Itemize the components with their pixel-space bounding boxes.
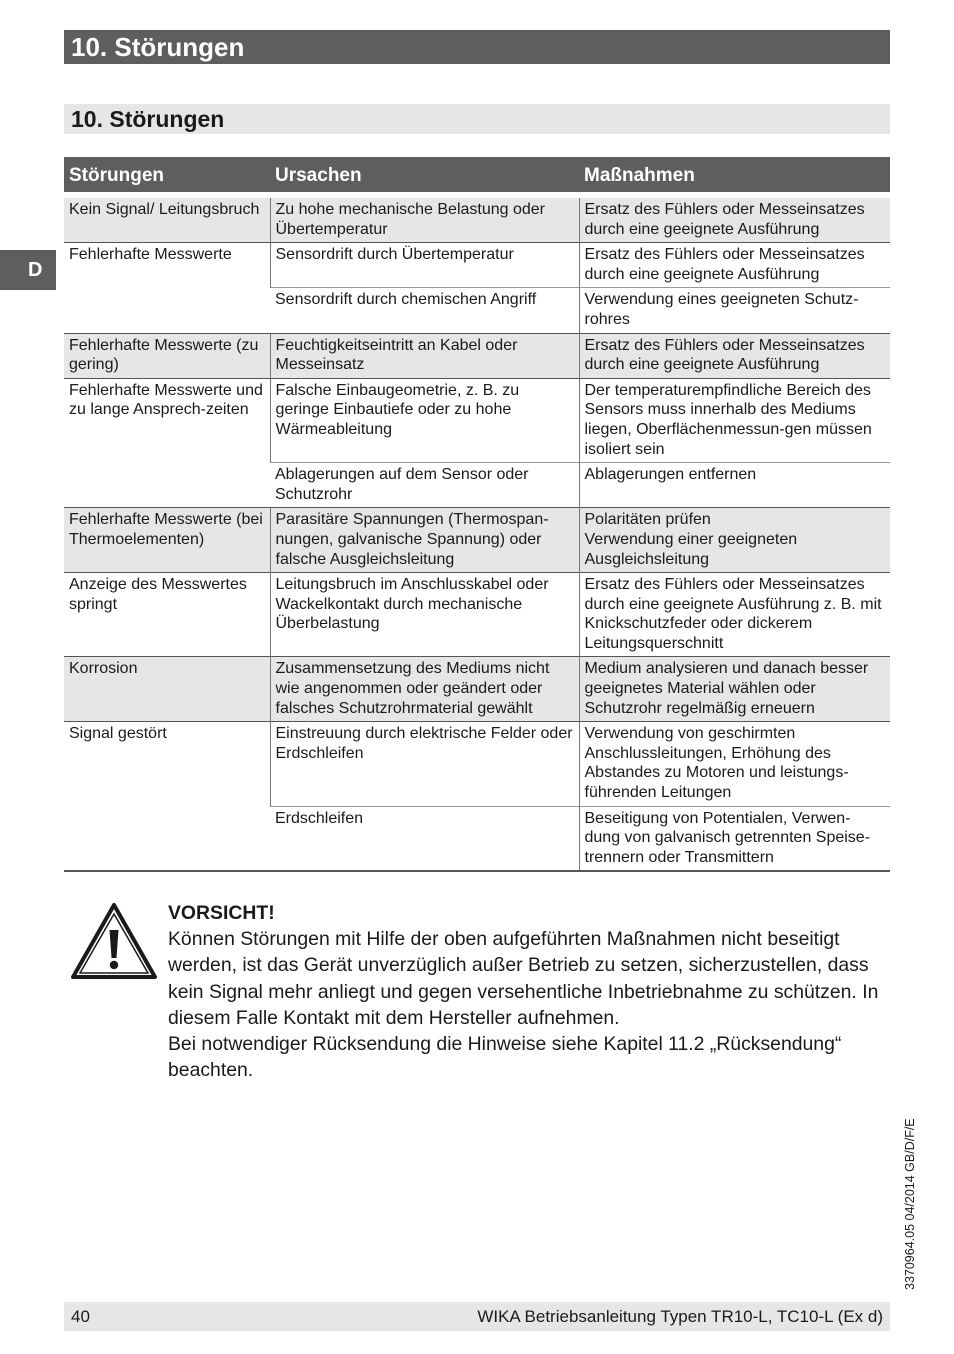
section-title-bar: 10. Störungen	[64, 104, 890, 134]
cause-cell: Leitungsbruch im Anschlusskabel oder Wackelkontakt durch mechanische Überbelastung	[270, 573, 579, 657]
chapter-title-bar: 10. Störungen	[64, 30, 890, 64]
warning-triangle-icon	[70, 902, 158, 980]
table-row	[64, 333, 890, 378]
measure-cell: Beseitigung von Potentialen, Verwen-dung von galvanisch getrennten Speise-trennern oder Transmittern	[579, 806, 890, 871]
table-row	[64, 243, 890, 288]
measure-cell: Der temperaturempfindliche Bereich des Sensors muss innerhalb des Mediums liegen, Oberflächenmessun-gen müssen isoliert sein	[579, 378, 890, 462]
measure-cell: Ersatz des Fühlers oder Messeinsatzes durch eine geeignete Ausführung	[579, 243, 890, 288]
table-row	[64, 722, 890, 806]
table-row	[64, 378, 890, 462]
measure-cell: Ersatz des Fühlers oder Messeinsatzes durch eine geeignete Ausführung z. B. mit Knickschutzfeder oder dickerem Leitungsquerschnitt	[579, 573, 890, 657]
header-causes: Ursachen	[270, 157, 579, 192]
warning-text: Können Störungen mit Hilfe der oben aufgeführten Maßnahmen nicht beseitigt werden, ist das Gerät unverzüglich außer Betrieb zu setzen, sicherzustellen, dass kein Signal mehr anliegt und gegen versehentliche Inbetriebnahme zu schützen. In diesem Falle Kontakt mit dem Hersteller aufnehmen.	[168, 928, 879, 1029]
fault-cell: Signal gestört	[64, 722, 270, 872]
measure-cell: Verwendung eines geeigneten Schutz-rohres	[579, 288, 890, 333]
warning-text-return: Bei notwendiger Rücksendung die Hinweise siehe Kapitel 11.2 „Rücksendung“ beachten.	[168, 1033, 842, 1082]
cause-cell: Ablagerungen auf dem Sensor oder Schutzrohr	[270, 463, 579, 508]
fault-cell: Fehlerhafte Messwerte und zu lange Ansprech-zeiten	[64, 378, 270, 508]
cause-cell: Sensordrift durch Übertemperatur	[270, 243, 579, 288]
cause-cell: Feuchtigkeitseintritt an Kabel oder Messeinsatz	[270, 333, 579, 378]
fault-cell: Korrosion	[64, 657, 270, 722]
table-row	[64, 573, 890, 657]
cause-cell: Erdschleifen	[270, 806, 579, 871]
warning-notice	[168, 900, 888, 1083]
table-row	[64, 657, 890, 722]
measure-cell: Medium analysieren und danach besser geeignetes Material wählen oder Schutzrohr regelmäßig erneuern	[579, 657, 890, 722]
measure-cell: Verwendung von geschirmten Anschlussleitungen, Erhöhung des Abstandes zu Motoren und leistungs-führenden Leitungen	[579, 722, 890, 806]
cause-cell: Sensordrift durch chemischen Angriff	[270, 288, 579, 333]
measure-cell: Ersatz des Fühlers oder Messeinsatzes durch eine geeignete Ausführung	[579, 333, 890, 378]
fault-cell: Kein Signal/ Leitungsbruch	[64, 198, 270, 243]
cause-cell: Zusammensetzung des Mediums nicht wie angenommen oder geändert oder falsches Schutzrohrmaterial gewählt	[270, 657, 579, 722]
troubleshooting-table	[64, 157, 890, 872]
language-tab: D	[0, 250, 56, 290]
fault-cell: Fehlerhafte Messwerte (bei Thermoelementen)	[64, 508, 270, 573]
table-row	[64, 198, 890, 243]
fault-cell: Anzeige des Messwertes springt	[64, 573, 270, 657]
cause-cell: Einstreuung durch elektrische Felder oder Erdschleifen	[270, 722, 579, 806]
page-number: 40	[71, 1307, 90, 1326]
fault-cell: Fehlerhafte Messwerte	[64, 243, 270, 333]
measure-cell: Ablagerungen entfernen	[579, 463, 890, 508]
document-code: 3370964.05 04/2014 GB/D/F/E	[903, 1118, 917, 1290]
header-faults: Störungen	[64, 157, 270, 192]
fault-cell: Fehlerhafte Messwerte (zu gering)	[64, 333, 270, 378]
header-measures: Maßnahmen	[579, 157, 890, 192]
cause-cell: Zu hohe mechanische Belastung oder Übertemperatur	[270, 198, 579, 243]
document-title: WIKA Betriebsanleitung Typen TR10-L, TC10-L (Ex d)	[477, 1307, 883, 1326]
measure-cell: Polaritäten prüfen Verwendung einer geeigneten Ausgleichsleitung	[579, 508, 890, 573]
measure-cell: Ersatz des Fühlers oder Messeinsatzes durch eine geeignete Ausführung	[579, 198, 890, 243]
table-body	[64, 198, 890, 871]
table-row	[64, 508, 890, 573]
cause-cell: Falsche Einbaugeometrie, z. B. zu geringe Einbautiefe oder zu hohe Wärmeableitung	[270, 378, 579, 462]
warning-title: VORSICHT!	[168, 902, 275, 924]
table-header-row	[64, 157, 890, 192]
cause-cell: Parasitäre Spannungen (Thermospan-nungen, galvanische Spannung) oder falsche Ausgleichsleitung	[270, 508, 579, 573]
page-footer	[64, 1302, 890, 1331]
